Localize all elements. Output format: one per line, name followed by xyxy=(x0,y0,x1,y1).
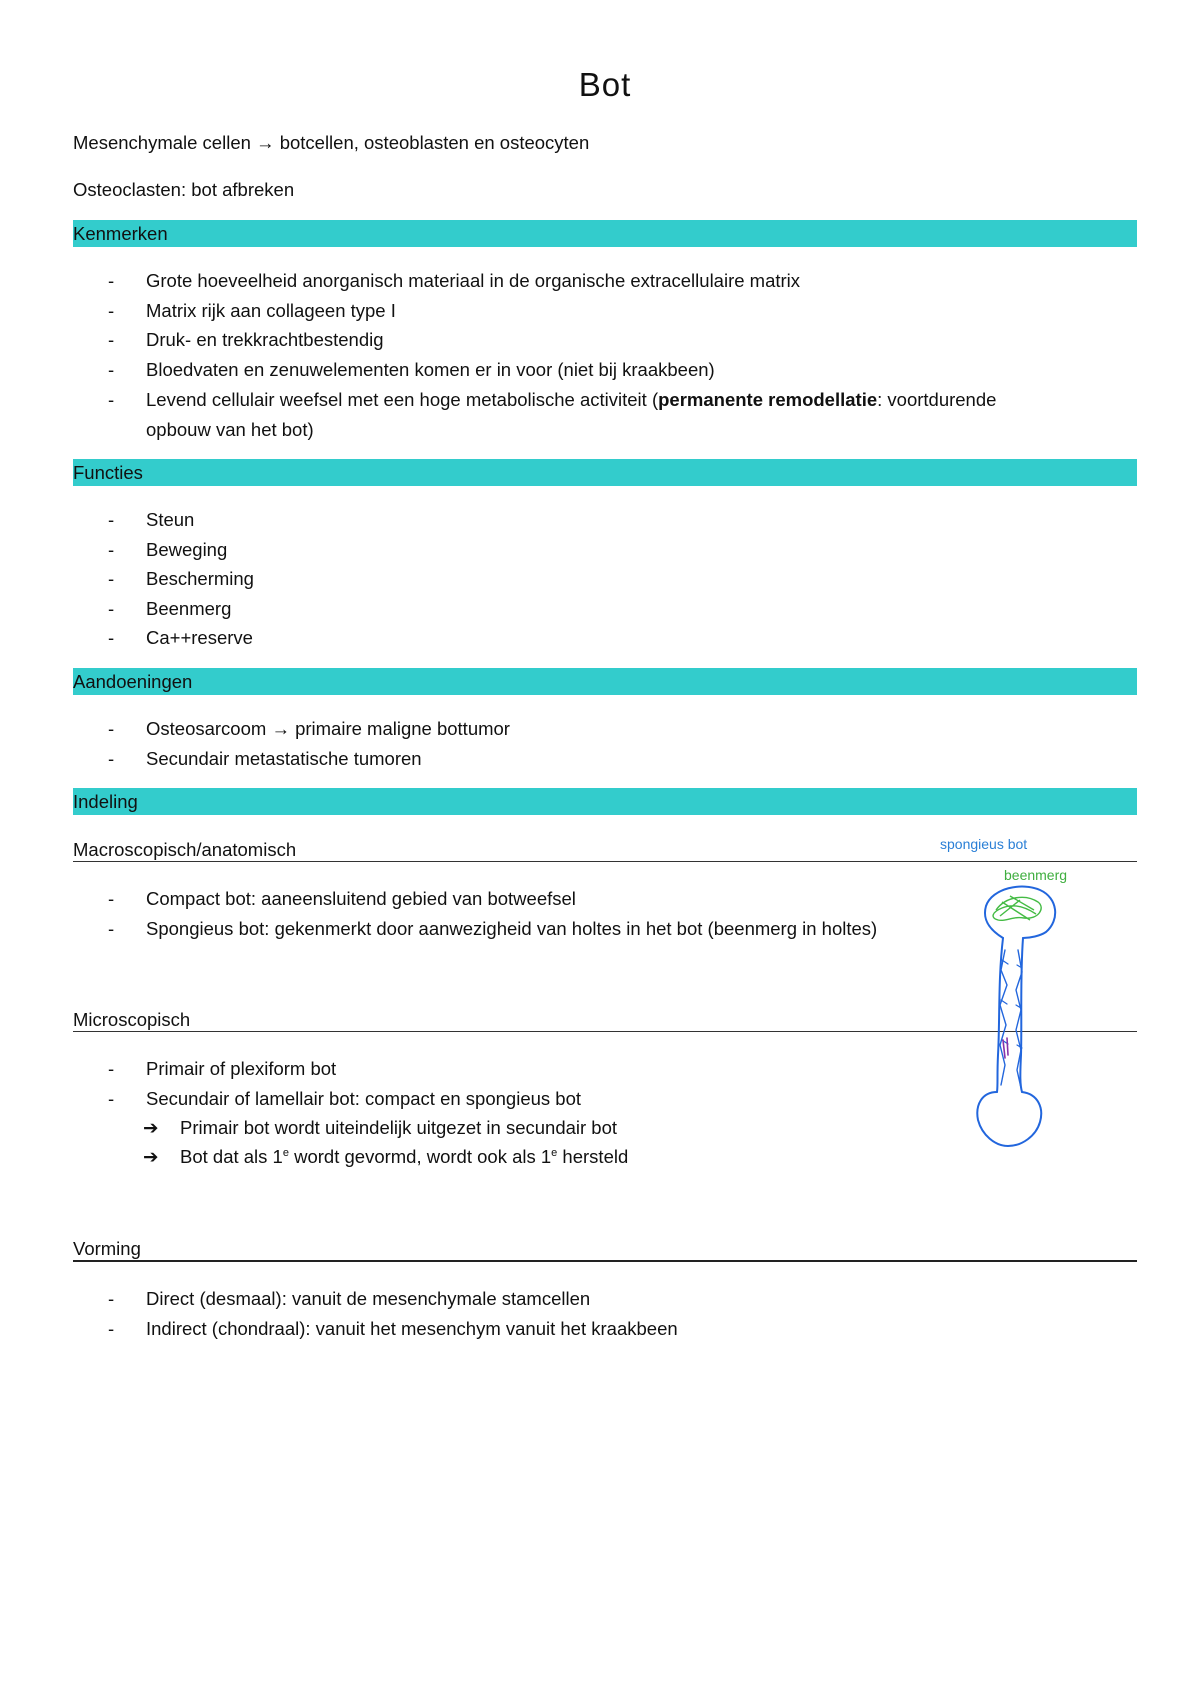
superscript: e xyxy=(282,1147,289,1159)
arrow-item-text: Primair bot wordt uiteindelijk uitgezet in secundair bot xyxy=(180,1117,618,1138)
section-band-functies xyxy=(73,459,1137,486)
list-item-text: Grote hoeveelheid anorganisch materiaal in de organische extracellulaire matrix xyxy=(146,270,801,291)
list-item-text xyxy=(146,389,996,411)
list-dash: - xyxy=(108,270,115,291)
arrow-icon: → xyxy=(271,718,290,739)
list-dash: - xyxy=(108,1058,115,1079)
list-dash: - xyxy=(108,1088,115,1109)
section-band-aandoeningen xyxy=(73,668,1137,695)
item-text-a: Osteosarcoom xyxy=(146,718,267,739)
item5-bold-text: permanente remodellatie xyxy=(658,389,878,410)
list-dash: - xyxy=(108,748,115,769)
list-dash: - xyxy=(108,888,115,909)
list-item-text: Beenmerg xyxy=(146,598,232,619)
list-item-text: Ca++reserve xyxy=(146,627,253,648)
text-part: hersteld xyxy=(557,1146,629,1167)
list-item-text: Secundair metastatische tumoren xyxy=(146,748,422,769)
list-dash: - xyxy=(108,627,115,648)
list-dash: - xyxy=(108,389,115,410)
list-item-text: Direct (desmaal): vanuit de mesenchymale stamcellen xyxy=(146,1288,591,1309)
list-item-text: Primair of plexiform bot xyxy=(146,1058,337,1079)
arrow-right-icon: ➔ xyxy=(143,1117,159,1138)
item5-text-a: Levend cellulair weefsel met een hoge metabolische activiteit ( xyxy=(146,389,659,410)
bone-outline xyxy=(977,887,1055,1146)
list-dash: - xyxy=(108,1288,115,1309)
arrow-right-icon: ➔ xyxy=(143,1146,159,1167)
intro-line-2: Osteoclasten: bot afbreken xyxy=(73,179,295,200)
beenmerg-scribble xyxy=(993,896,1041,920)
list-item-text: Matrix rijk aan collageen type I xyxy=(146,300,396,321)
sketch-label-beenmerg: beenmerg xyxy=(1004,867,1068,883)
arrow-item-text xyxy=(180,1146,628,1168)
sketch-label-spongieus: spongieus bot xyxy=(940,836,1028,852)
list-dash: - xyxy=(108,539,115,560)
intro-text-b: botcellen, osteoblasten en osteocyten xyxy=(279,132,590,153)
list-dash: - xyxy=(108,568,115,589)
section-heading-functies: Functies xyxy=(73,462,143,483)
list-item-text: opbouw van het bot) xyxy=(146,419,314,440)
section-heading-aandoeningen: Aandoeningen xyxy=(73,671,193,692)
list-dash: - xyxy=(108,718,115,739)
subheading-text: Microscopisch xyxy=(73,1009,191,1030)
text-part: wordt gevormd, wordt ook als 1 xyxy=(288,1146,552,1167)
list-dash: - xyxy=(108,509,115,530)
subheading-text: Vorming xyxy=(73,1238,141,1259)
item5-text-b: : voortdurende xyxy=(877,389,997,410)
list-item-text: Indirect (chondraal): vanuit het mesenchym vanuit het kraakbeen xyxy=(146,1318,678,1339)
section-band-indeling xyxy=(73,788,1137,815)
section-heading-kenmerken: Kenmerken xyxy=(73,223,168,244)
superscript: e xyxy=(551,1147,558,1159)
list-item-text: Secundair of lamellair bot: compact en spongieus bot xyxy=(146,1088,582,1109)
intro-line-1 xyxy=(73,132,589,154)
list-dash: - xyxy=(108,918,115,939)
item-text-b: primaire maligne bottumor xyxy=(295,718,510,739)
list-dash: - xyxy=(108,1318,115,1339)
subheading-text: Macroscopisch/anatomisch xyxy=(73,839,297,860)
bone-sketch-drawing xyxy=(960,880,1070,1150)
list-item-text xyxy=(146,718,510,740)
list-item-text: Spongieus bot: gekenmerkt door aanwezigheid van holtes in het bot (beenmerg in holtes) xyxy=(146,918,878,939)
list-dash: - xyxy=(108,359,115,380)
list-item-text: Steun xyxy=(146,509,195,530)
section-band-kenmerken xyxy=(73,220,1137,247)
subheading-vorming xyxy=(73,1238,1137,1262)
section-heading-indeling: Indeling xyxy=(73,791,138,812)
list-item-text: Bloedvaten en zenuwelementen komen er in voor (niet bij kraakbeen) xyxy=(146,359,715,380)
arrow-icon: → xyxy=(256,132,275,153)
text-part: Bot dat als 1 xyxy=(180,1146,283,1167)
list-dash: - xyxy=(108,598,115,619)
page-title: Bot xyxy=(578,66,632,103)
list-item-text: Beweging xyxy=(146,539,228,560)
list-dash: - xyxy=(108,300,115,321)
list-item-text: Bescherming xyxy=(146,568,254,589)
intro-text-a: Mesenchymale cellen xyxy=(73,132,251,153)
list-item-text: Compact bot: aaneensluitend gebied van botweefsel xyxy=(146,888,576,909)
list-item-text: Druk- en trekkrachtbestendig xyxy=(146,329,384,350)
list-dash: - xyxy=(108,329,115,350)
